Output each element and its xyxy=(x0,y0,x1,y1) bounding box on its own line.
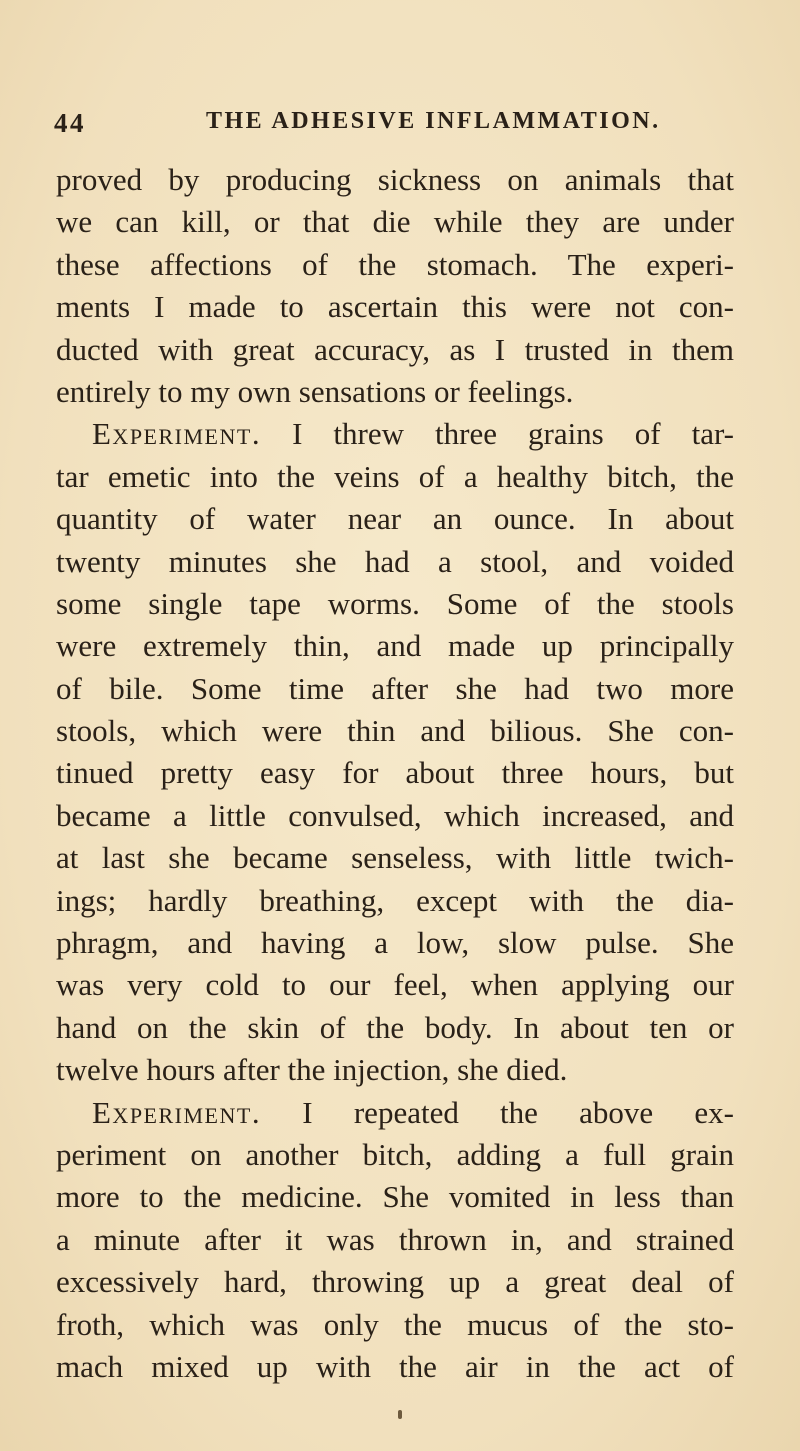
text-line: phragm, and having a low, slow pulse. She xyxy=(56,925,734,961)
text-line: more to the medicine. She vomited in less than xyxy=(56,1179,734,1215)
text-line: entirely to my own sensations or feelings. xyxy=(56,373,574,409)
paragraph-experiment-2-start xyxy=(56,1092,734,1134)
text-run: I repeated the above ex- xyxy=(261,1094,734,1130)
text-line: twelve hours after the injection, she died. xyxy=(56,1052,568,1088)
page-number: 44 xyxy=(54,108,86,138)
experiment-label: Experiment. xyxy=(92,1094,262,1130)
text-line: became a little convulsed, which increased, and xyxy=(56,797,734,833)
text-line: ings; hardly breathing, except with the dia- xyxy=(56,882,734,918)
text-line: a minute after it was thrown in, and strained xyxy=(56,1221,734,1257)
text-line: were extremely thin, and made up principally xyxy=(56,628,734,664)
text-line: tar emetic into the veins of a healthy bitch, the xyxy=(56,458,734,494)
text-line: quantity of water near an ounce. In about xyxy=(56,501,734,537)
text-line: was very cold to our feel, when applying our xyxy=(56,967,734,1003)
text-line: froth, which was only the mucus of the sto- xyxy=(56,1306,734,1342)
paragraph-experiment-1-start xyxy=(56,413,734,455)
ink-speck xyxy=(398,1410,402,1419)
text-line: periment on another bitch, adding a full grain xyxy=(56,1136,734,1172)
text-line: these affections of the stomach. The experi- xyxy=(56,246,734,282)
text-line: mach mixed up with the air in the act of xyxy=(56,1348,734,1384)
text-line: stools, which were thin and bilious. She con- xyxy=(56,713,734,749)
text-line: proved by producing sickness on animals that xyxy=(56,162,734,197)
text-run: I threw three grains of tar- xyxy=(261,416,734,452)
experiment-label: Experiment. xyxy=(92,416,262,452)
body-text xyxy=(56,159,734,1388)
text-line: tinued pretty easy for about three hours, but xyxy=(56,755,734,791)
text-line: hand on the skin of the body. In about ten or xyxy=(56,1009,734,1045)
text-line: twenty minutes she had a stool, and voided xyxy=(56,543,734,579)
text-line: ments I made to ascertain this were not con- xyxy=(56,289,734,325)
text-line: ducted with great accuracy, as I trusted in them xyxy=(56,331,734,367)
text-line: at last she became senseless, with little twich- xyxy=(56,840,734,876)
text-line: we can kill, or that die while they are under xyxy=(56,204,734,240)
text-line: some single tape worms. Some of the stools xyxy=(56,585,734,621)
page-header xyxy=(54,108,744,142)
text-line: excessively hard, throwing up a great deal of xyxy=(56,1264,734,1300)
text-line: of bile. Some time after she had two more xyxy=(56,670,734,706)
running-head: THE ADHESIVE INFLAMMATION. xyxy=(206,108,661,134)
